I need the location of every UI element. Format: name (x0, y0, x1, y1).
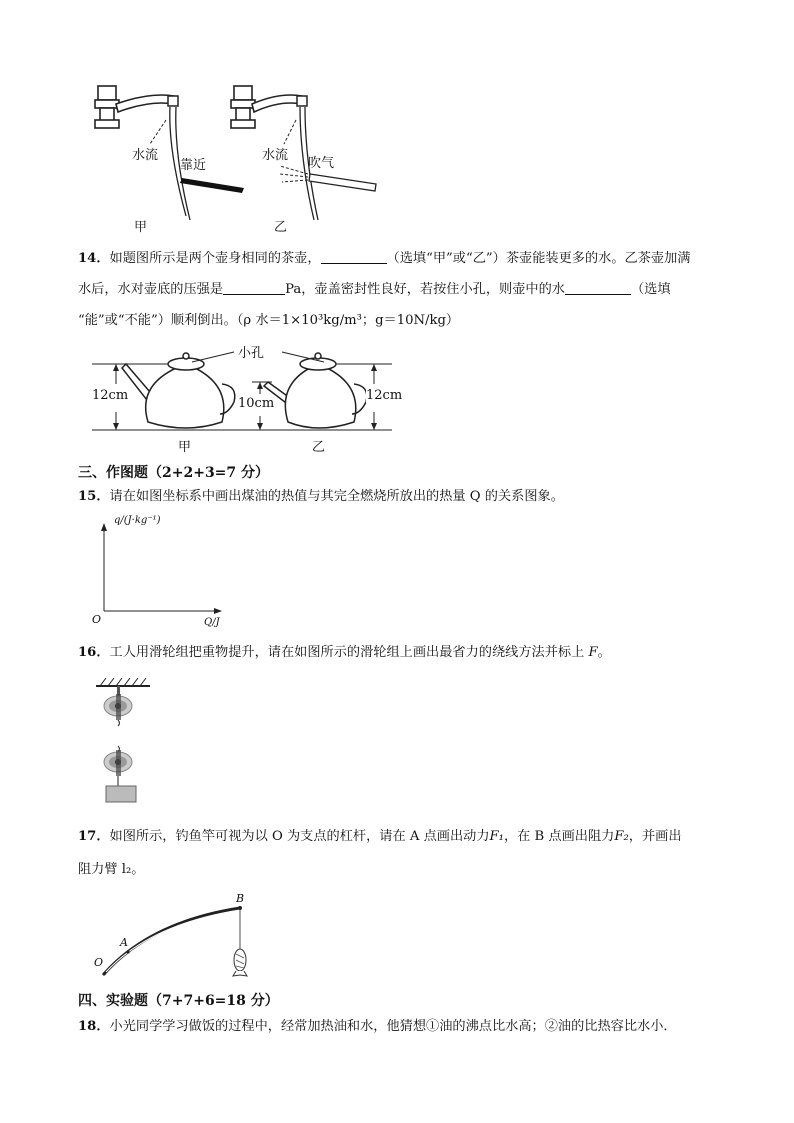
label-O: O (94, 956, 104, 969)
q15-axes (92, 515, 242, 635)
fishing-rod-figure (90, 892, 270, 982)
q18-line: 18．小光同学学习做饭的过程中，经常加热油和水，他猜想①油的沸点比水高；②油的比热容比水小． (78, 1019, 677, 1034)
q18-number: 18． (78, 1019, 110, 1034)
faucet-right (231, 86, 376, 220)
teapot-figure (92, 342, 412, 460)
q16-force-symbol: F (588, 645, 598, 660)
q17-line1: 17．如图所示，钓鱼竿可视为以 O 为支点的杠杆，请在 A 点画出动力F₁，在 B 点画出阻力F₂，并画出 (78, 829, 682, 844)
q16-number: 16． (78, 645, 110, 660)
right-height-label: 12cm (366, 388, 403, 403)
q15-y-axis-label: q/(J·kg⁻¹) (114, 515, 161, 526)
q14-line2: 水后，水对壶底的压强是 Pa，壶盖密封性良好，若按住小孔，则壶中的水 （选填 (78, 282, 671, 297)
q15-number: 15． (78, 489, 110, 504)
q14-line1: 14．如题图所示是两个壶身相同的茶壶， （选填“甲”或“乙”）茶壶能装更多的水。乙茶壶加满 (78, 251, 691, 266)
q14-blank-2[interactable] (223, 280, 285, 295)
hole-label: 小孔 (238, 346, 265, 361)
section4-title: 四、实验题（7+7+6=18 分） (78, 993, 279, 1009)
left-caption: 甲 (134, 220, 148, 235)
pulley-figure (96, 676, 156, 808)
q17-line2: 阻力臂 l₂。 (78, 862, 145, 877)
q14-number: 14． (78, 251, 110, 266)
left-water-label: 水流 (132, 148, 159, 163)
q16-line: 16．工人用滑轮组把重物提升，请在如图所示的滑轮组上画出最省力的绕线方法并标上 F。 (78, 645, 611, 660)
q14-line3: “能”或“不能”）顺利倒出。（ρ 水＝1×10³kg/m³；g＝10N/kg） (78, 313, 460, 328)
q15-x-axis-label: Q/J (204, 617, 220, 628)
q15-line: 15．请在如图坐标系中画出煤油的热值与其完全燃烧所放出的热量 Q 的关系图象。 (78, 489, 564, 504)
faucet-figure (90, 80, 390, 240)
right-spout-height-label: 10cm (238, 396, 275, 411)
q15-origin-label: O (92, 613, 102, 626)
q14-blank-3[interactable] (565, 280, 631, 295)
right-teapot-caption: 乙 (312, 440, 326, 455)
label-A: A (120, 936, 128, 949)
left-height-label: 12cm (92, 388, 129, 403)
right-water-label: 水流 (262, 148, 289, 163)
right-blow-label: 吹气 (308, 156, 335, 171)
left-teapot-caption: 甲 (178, 440, 192, 455)
q17-number: 17． (78, 829, 110, 844)
q17-f1: F₁ (489, 829, 504, 844)
pulley-diagram (96, 676, 156, 808)
q14-blank-1[interactable] (321, 249, 387, 264)
fishing-rod-diagram (90, 892, 270, 982)
faucet-left (95, 86, 244, 220)
q17-f2: F₂ (614, 829, 629, 844)
left-near-label: 靠近 (180, 158, 207, 173)
right-caption: 乙 (274, 220, 288, 235)
section3-title: 三、作图题（2+2+3=7 分） (78, 465, 270, 481)
label-B: B (236, 892, 245, 905)
